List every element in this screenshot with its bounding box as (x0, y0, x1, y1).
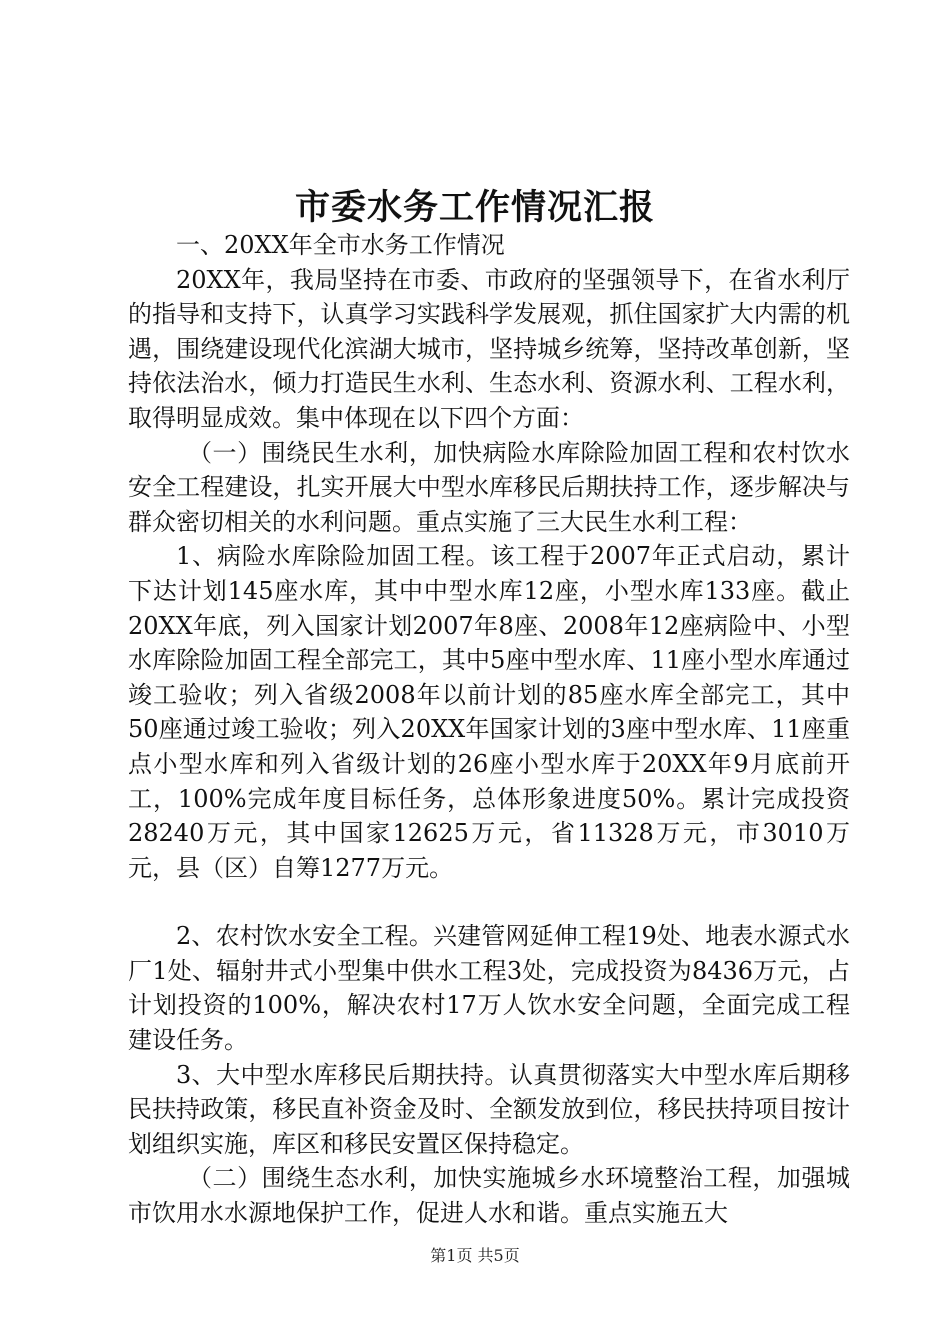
paragraph-subsection-2: （二）围绕生态水利，加快实施城乡水环境整治工程，加强城市饮用水水源地保护工作，促进人水和谐。重点实施五大 (128, 1164, 850, 1228)
document-title: 市委水务工作情况汇报 (294, 187, 655, 228)
paragraph-item-1: 1、病险水库除险加固工程。该工程于2007年正式启动，累计下达计划145座水库，其中中型水库12座，小型水库133座。截止20XX年底，列入国家计划2007年8座、2008年12座病险中、小型水库除险加固工程全部完工，其中5座中型水库、11座小型水库通过竣工验收；列入省级2008年以前计划的85座水库全部完工，其中50座通过竣工验收；列入20XX年国家计划的3座中型水库、11座重点小型水库和列入省级计划的26座小型水库于20XX年9月底前开工，100%完成年度目标任务，总体形象进度50%。累计完成投资28240万元，其中国家12625万元，省11328万元，市3010万元，县（区）自筹1277万元。 (128, 542, 850, 882)
paragraph-item-2: 2、农村饮水安全工程。兴建管网延伸工程19处、地表水源式水厂1处、辐射井式小型集中供水工程3处，完成投资为8436万元，占计划投资的100%，解决农村17万人饮水安全问题，全面完成工程建设任务。 (128, 922, 850, 1055)
paragraph-gap (128, 885, 850, 919)
section-heading: 一、20XX年全市水务工作情况 (176, 231, 505, 259)
paragraph-item-3: 3、大中型水库移民后期扶持。认真贯彻落实大中型水库后期移民扶持政策，移民直补资金及时、全额发放到位，移民扶持项目按计划组织实施，库区和移民安置区保持稳定。 (128, 1060, 850, 1158)
paragraph-subsection-1: （一）围绕民生水利，加快病险水库除险加固工程和农村饮水安全工程建设，扎实开展大中型水库移民后期扶持工作，逐步解决与群众密切相关的水利问题。重点实施了三大民生水利工程： (128, 438, 850, 536)
document-body (128, 228, 850, 1231)
paragraph-intro: 20XX年，我局坚持在市委、市政府的坚强领导下，在省水利厅的指导和支持下，认真学习实践科学发展观，抓住国家扩大内需的机遇，围绕建设现代化滨湖大城市，坚持城乡统筹，坚持改革创新，坚持依法治水，倾力打造民生水利、生态水利、资源水利、工程水利，取得明显成效。集中体现在以下四个方面： (128, 265, 850, 432)
page-footer: 第1页 共5页 (430, 1246, 520, 1265)
